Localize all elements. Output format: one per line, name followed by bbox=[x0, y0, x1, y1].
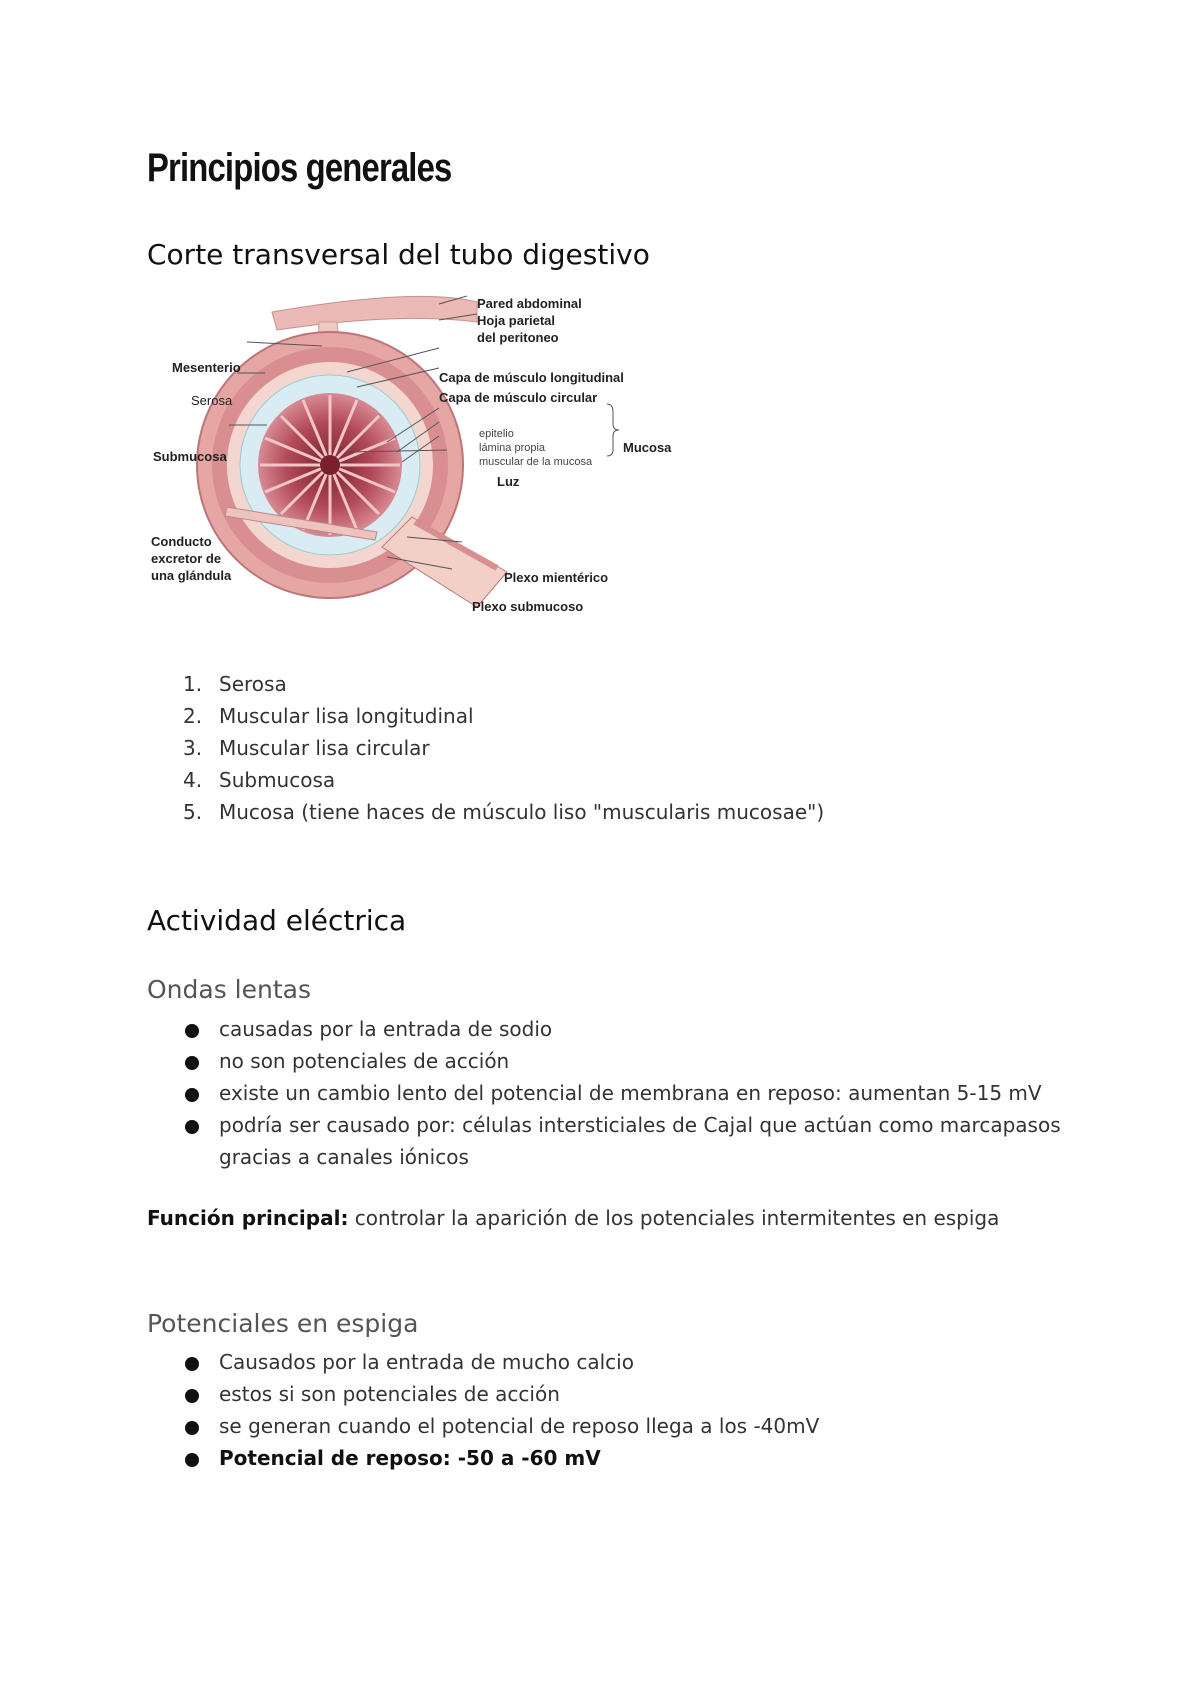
label-luz: Luz bbox=[497, 474, 520, 489]
list-item: existe un cambio lento del potencial de membrana en reposo: aumentan 5-15 mV bbox=[147, 1077, 1061, 1109]
subheading-ondas-lentas: Ondas lentas bbox=[147, 975, 312, 1004]
label-capa-circular: Capa de músculo circular bbox=[439, 390, 598, 405]
label-pared-abdominal: Pared abdominal bbox=[477, 296, 582, 311]
bullet-icon bbox=[185, 1389, 199, 1403]
label-conducto-2: excretor de bbox=[151, 551, 222, 566]
bullet-icon bbox=[185, 1088, 199, 1102]
list-item: no son potenciales de acción bbox=[147, 1045, 1061, 1077]
label-conducto-3: una glándula bbox=[151, 568, 232, 583]
bullet-icon bbox=[185, 1024, 199, 1038]
label-conducto-1: Conducto bbox=[151, 534, 212, 549]
list-item: 4. Submucosa bbox=[183, 768, 336, 792]
list-item: podría ser causado por: células intersticiales de Cajal que actúan como marcapasos bbox=[147, 1109, 1061, 1141]
label-serosa: Serosa bbox=[191, 393, 233, 408]
list-item: estos si son potenciales de acción bbox=[147, 1378, 819, 1410]
funcion-principal bbox=[147, 1206, 999, 1230]
list-item: causadas por la entrada de sodio bbox=[147, 1013, 1061, 1045]
list-item: se generan cuando el potencial de reposo llega a los -40mV bbox=[147, 1410, 819, 1442]
section-heading-corte: Corte transversal del tubo digestivo bbox=[147, 238, 650, 271]
bullet-icon bbox=[185, 1421, 199, 1435]
list-item: 2. Muscular lisa longitudinal bbox=[183, 704, 474, 728]
subheading-potenciales-espiga: Potenciales en espiga bbox=[147, 1309, 419, 1338]
bullet-icon bbox=[185, 1357, 199, 1371]
espiga-list bbox=[147, 1346, 819, 1474]
label-plexo-submucoso: Plexo submucoso bbox=[472, 599, 584, 614]
label-hoja-parietal: Hoja parietal bbox=[477, 313, 556, 328]
label-mesenterio: Mesenterio bbox=[172, 360, 241, 375]
page-title: Principios generales bbox=[147, 146, 452, 190]
bullet-icon bbox=[185, 1120, 199, 1134]
label-epitelio: epitelio bbox=[479, 428, 514, 440]
label-del-peritoneo: del peritoneo bbox=[477, 330, 559, 345]
list-item-continuation: gracias a canales iónicos bbox=[219, 1145, 469, 1169]
label-lamina-propia: lámina propia bbox=[479, 442, 546, 454]
label-plexo-mienterico: Plexo mientérico bbox=[504, 570, 609, 585]
funcion-label: Función principal: bbox=[147, 1206, 349, 1230]
ondas-lentas-list bbox=[147, 1013, 1061, 1173]
label-mucosa: Mucosa bbox=[623, 440, 672, 455]
bullet-icon bbox=[185, 1056, 199, 1070]
list-item: 3. Muscular lisa circular bbox=[183, 736, 430, 760]
bullet-icon bbox=[185, 1453, 199, 1467]
list-item: Potencial de reposo: -50 a -60 mV bbox=[147, 1442, 819, 1474]
label-submucosa: Submucosa bbox=[153, 449, 227, 464]
section-heading-actividad: Actividad eléctrica bbox=[147, 904, 407, 937]
list-item: 1. Serosa bbox=[183, 672, 287, 696]
list-item: 5. Mucosa (tiene haces de músculo liso "muscularis mucosae") bbox=[183, 800, 825, 824]
layers-list bbox=[147, 668, 824, 828]
funcion-text: controlar la aparición de los potenciales intermitentes en espiga bbox=[348, 1206, 1000, 1230]
label-muscular-mucosa: muscular de la mucosa bbox=[479, 456, 593, 468]
label-capa-longitudinal: Capa de músculo longitudinal bbox=[439, 370, 624, 385]
digestive-tube-cross-section-figure bbox=[147, 292, 687, 622]
list-item: Causados por la entrada de mucho calcio bbox=[147, 1346, 819, 1378]
